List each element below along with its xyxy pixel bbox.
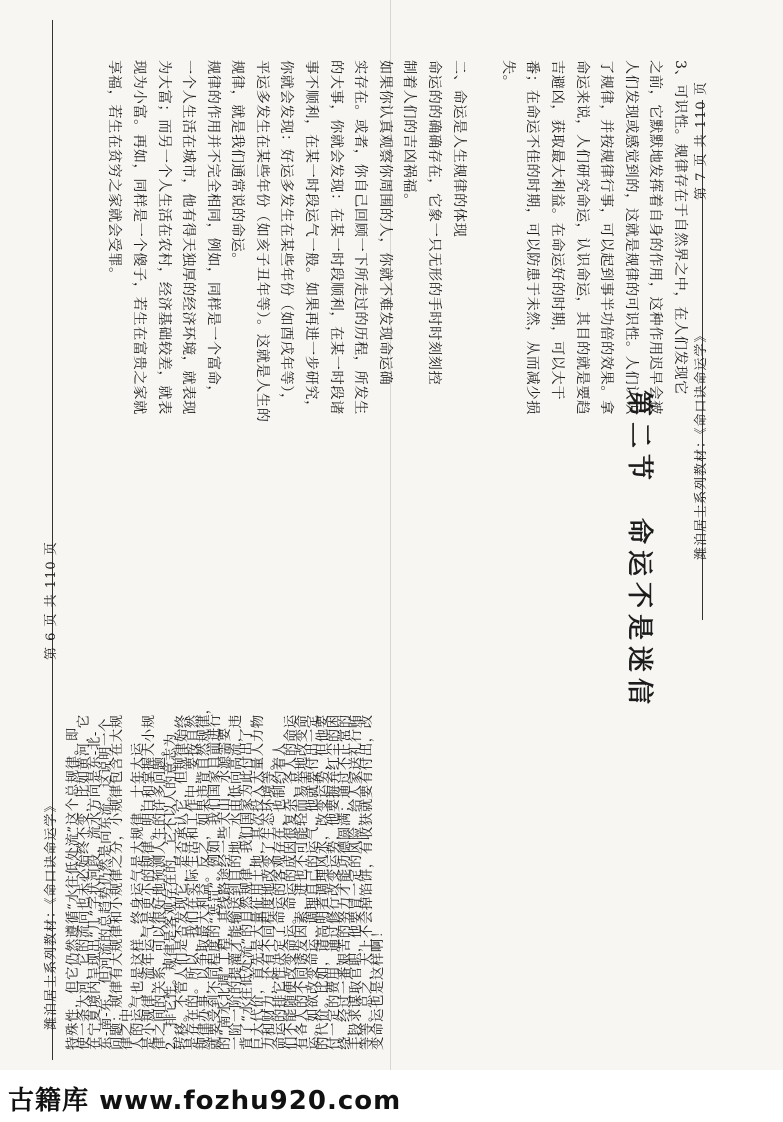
- right-line: 制着人们的吉凶祸福。: [401, 60, 418, 208]
- left-line: 变命运也是这样啊！: [370, 924, 386, 1050]
- left-line: 力和财力，还有不同程度地改变了生态环境等。: [262, 756, 278, 1050]
- right-line: 番；在命运不佳的时期，可以防患于未然，从而减少损: [524, 60, 541, 415]
- left-line: 转移。不管人们是否发现它，是否承认它，但规律始终: [174, 714, 190, 1050]
- right-line: 规律的作用并不完全相同，例如，同样是一个富命，: [204, 60, 221, 401]
- right-header-title: 潍泊居士系列教材：《命口诀命运学》: [694, 328, 709, 560]
- left-line: 2、排它性。规律是客观存在的，它不以人的意志为: [164, 733, 180, 1050]
- left-line: 等等。总之，天上不会掉馅饼，有收获就要有付出，改: [360, 714, 376, 1050]
- right-line: 命运的的确确存在，它象一只无形的手时时刻刻控: [426, 60, 443, 386]
- left-line: 规律办事，以争取最大利益。反之，如果违背自然规律，: [196, 700, 212, 1050]
- left-line: 手段求谋取官职，他要冒一定的风险，给人家送礼行贿: [349, 714, 365, 1050]
- right-section-title: 第二节 命运不是迷信: [624, 390, 654, 711]
- right-page-indicator: 第 7 页 共 110 页: [694, 81, 709, 200]
- right-line: 的大事，你就会发现：在某一时段顺利，在某一时段诸: [327, 60, 344, 415]
- right-line: 为大富；而另一个人生活在农村，经济基础较差，就表: [155, 60, 172, 415]
- right-line: 之前，它默默地发挥着自身的作用，这种作用迟早会被: [647, 60, 664, 415]
- right-line: 二、命运是人生规律的体现: [450, 60, 467, 238]
- right-line: 了规律，并按规律行事，可以起到事半功倍的效果。拿: [598, 60, 615, 415]
- left-page-indicator: 第 6 页 共 110 页: [44, 541, 59, 660]
- left-line: 背了“水往低处流”的自然规律，我们国家为此付出了: [240, 727, 256, 1050]
- left-line: 使一条大河，它的流向也未必始终不变，比如黄河，它: [76, 714, 92, 1050]
- site-name: 古籍库: [8, 1086, 90, 1116]
- left-line: 巨大代价，首先是大量征用土地，其次投入大量人力物: [251, 714, 267, 1050]
- site-url: www.fozhu920.com: [99, 1086, 402, 1116]
- right-line: 命运来说，人们研究命运，认识命运，其目的就是要趋: [573, 60, 590, 415]
- left-line: 人的运气也是这样，终身运气是大规律，十年大运: [131, 742, 147, 1050]
- right-line: 事不顺利，在某一时段运气一般。如果再进一步研究，: [303, 60, 320, 415]
- left-line: 律之间的关系，可以很好地预测人生的许多问题。: [153, 742, 169, 1050]
- watermark-footer: [0, 1070, 783, 1122]
- right-body-text: [102, 60, 692, 540]
- left-header-title: 潍泊居士系列教材：《命口诀命运学》: [44, 798, 59, 1030]
- right-line: 3、可识性。规律存在于自然界之中，在人们发现它: [672, 60, 688, 395]
- left-line: 特殊性，但它仍然遵循“水往低处流”这个总规律。即: [66, 727, 81, 1050]
- left-line: 一阶一阶的提灌才能输送到目的地，水由低向高流，违: [229, 714, 245, 1050]
- left-line: 的“南水北调”工程，其线路途经一些大山，水源需要: [218, 727, 234, 1050]
- left-line: 的代价。比如，请高明者调理风水，改变运势，但他要: [316, 714, 332, 1050]
- left-line: 律之中。: [120, 994, 136, 1050]
- right-line: 规律，就是我们通常说的命运。: [229, 60, 246, 268]
- left-line: 是小规律，流年运气是更小的规律。明白和掌握大小规: [142, 714, 158, 1050]
- left-line: 是存在的。所以，我们在实际生活和工作中，要按自然: [185, 714, 201, 1050]
- right-line: 现为小富。再如，同样是一个傻子，若生在富贵之家就: [130, 60, 147, 415]
- right-line: 如果你认真观察你周围的人，你就不难发现命运确: [376, 60, 393, 386]
- right-line: 平运多发生在某些年份（如亥子丑年等）。这就是人生的: [253, 60, 270, 423]
- left-line: 绕，经过一番艰苦的努力才能功德圆满；通过不正常的: [338, 714, 354, 1050]
- left-line: 运。如欲改变命运，调理自己的运气，他就要付出一定: [305, 714, 321, 1050]
- site-watermark: [8, 1080, 401, 1117]
- left-line: 有各人的不同诱发因素，进也不可能轻而易举地改变命: [294, 714, 310, 1050]
- left-line: 就要受到不同程度的“惩罚”。例如，我们国家目前进行: [207, 713, 223, 1050]
- left-line: 们不能随便改变命运。命运的成因很复杂，各人的命运: [283, 714, 299, 1050]
- right-line: 人们发现或感觉到的，这就是规律的可识性。人们认识: [622, 60, 639, 415]
- right-line: 享福，若生在贫穷之家就会受罪。: [106, 60, 123, 282]
- right-line: 失。: [499, 60, 516, 90]
- right-line: [471, 60, 496, 540]
- left-line: 问题：规律有大规律和小规律之分，小规律包含在大规: [109, 714, 125, 1050]
- left-line: 东-南-东，但河流的总趋势仍然是向东流。这说明一个: [98, 717, 114, 1050]
- right-line: 实存在。或者，你自己回顾一下所走过的历程，所发生: [352, 60, 369, 415]
- right-line: 你就会发现：好运多发生在某些年份（如酉戌年等），: [278, 60, 295, 408]
- left-line: 付一定的费用，通过修行改变运势，他要摒弃红尘的困: [327, 714, 343, 1050]
- right-line: 吉避凶，获取最大利益。在命运好的时期，可以大干: [549, 60, 566, 401]
- left-line: 命运的排它性决定了命运的客观存在，也制约着人: [272, 742, 288, 1050]
- left-line: 在宁夏境内呈现出“几”字状河段，流水方向是东-北-: [87, 731, 103, 1050]
- right-line: 一个人生活在城市，他有得天独厚的经济环境，就表现: [180, 60, 197, 415]
